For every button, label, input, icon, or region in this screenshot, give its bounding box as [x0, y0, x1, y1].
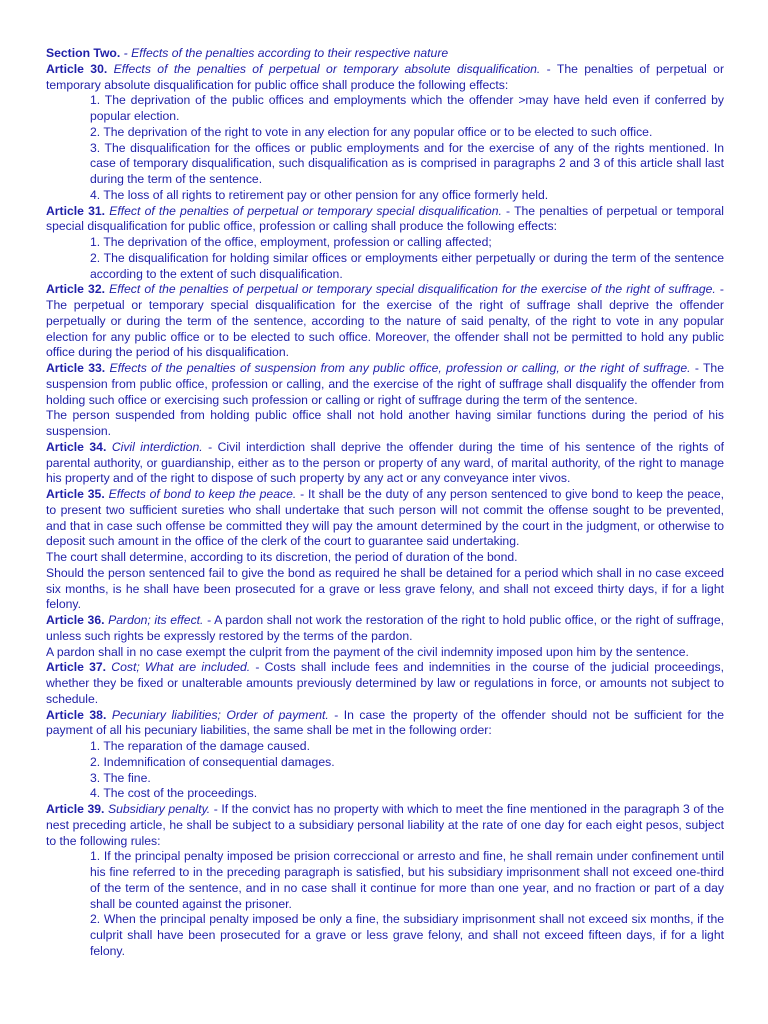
article-paragraph — [46, 440, 724, 487]
article-body: - A pardon shall not work the restoration of the right to hold public office, or the right of suffrage, unless such rights be expressly restored by the terms of the pardon. — [46, 613, 724, 643]
article-body: - Costs shall include fees and indemnities in the course of the judicial proceedings, whether they be fixed or unalterable amounts previously determined by law or regulations in force, or amounts not subject to schedule. — [46, 660, 725, 706]
article-body: - Civil interdiction shall deprive the offender during the time of his sentence of the rights of parental authority, or guardianship, either as to the person or property of any ward, of marital authority, of the right to manage his property and of the right to dispose of such property by any act or any conveyance inter vivos. — [46, 439, 725, 486]
document-page — [46, 46, 724, 960]
article-number: Article 39. — [46, 802, 105, 816]
list-item: 2. The disqualification for holding similar offices or employments either perpetually or during the term of the sentence according to the extent of such disqualification. — [90, 250, 724, 281]
list-item: 4. The loss of all rights to retirement pay or other pension for any office formerly held. — [90, 187, 549, 202]
article-paragraph — [46, 361, 724, 408]
article-number: Article 37. — [46, 660, 107, 675]
article-number: Article 31. — [46, 203, 106, 218]
list-item: 1. If the principal penalty imposed be prision correccional or arresto and fine, he shall remain under confinement until his fine referred to in the preceding paragraph is satisfied, but his subsidiary imprisonment shall not exceed one-third of the term of the sentence, and in no case shall it continue for more than one year, and no fraction or part of a day shall be counted against the prisoner. — [90, 849, 724, 911]
article-paragraph — [46, 487, 724, 550]
article-body: - If the convict has no property with which to meet the fine mentioned in the paragraph 3 of the nest preceding article, he shall be subject to a subsidiary personal liability at the rate of one day for each eight pesos, subject to the following rules: — [46, 802, 725, 848]
section-title: - Effects of the penalties according to their respective nature — [123, 46, 449, 60]
article-paragraph — [46, 204, 724, 236]
article-paragraph — [46, 708, 724, 740]
article-title: Civil interdiction. — [111, 439, 203, 454]
article-number: Article 35. — [46, 487, 105, 501]
section-label: Section Two. — [46, 46, 121, 60]
article-body: - The penalties of perpetual or temporary absolute disqualification for public office shall produce the following effects: — [46, 61, 725, 92]
list-item: 3. The disqualification for the offices or public employments and for the exercise of any of the rights mentioned. In case of temporary disqualification, such disqualification as is comprised in paragraphs 2 and 3 of this article shall last during the term of the sentence. — [90, 140, 724, 186]
article-number: Article 36. — [46, 613, 105, 627]
article-title: Effect of the penalties of perpetual or temporary special disqualification. — [109, 203, 502, 218]
list-item: 2. The deprivation of the right to vote in any election for any popular office or to be elected to such office. — [90, 124, 653, 139]
article-paragraph — [46, 802, 724, 849]
article-body: - The suspension from public office, profession or calling, and the exercise of the right of suffrage shall disqualify the offender from holding such office or exercising such profession or calling or right of suffrage during the term of the sentence. — [46, 361, 724, 407]
article-paragraph — [46, 613, 724, 645]
article-body: - The perpetual or temporary special disqualification for the exercise of the right of suffrage shall deprive the offender perpetually or during the term of the sentence, according to the nature of said penalty, of the right to vote in any popular election for any public office or to be elected to such office. Moreover, the offender shall not be permitted to hold any public office during the period of his disqualification. — [46, 282, 724, 360]
article-title: Pardon; its effect. — [108, 613, 204, 627]
list-item: 2. Indemnification of consequential damages. — [90, 754, 335, 769]
list-item: 3. The fine. — [90, 770, 151, 785]
article-number: Article 38. — [46, 707, 107, 722]
paragraph: Should the person sentenced fail to give the bond as required he shall be detained for a period which shall in no case exceed six months, is he shall have been prosecuted for a grave or less grave felony, and shall not exceed thirty days, if for a light felony. — [46, 565, 724, 612]
article-number: Article 30. — [46, 61, 108, 76]
article-number: Article 32. — [46, 282, 105, 297]
article-title: Effects of the penalties of perpetual or temporary absolute disqualification. — [113, 61, 541, 76]
list-item: 2. When the principal penalty imposed be only a fine, the subsidiary imprisonment shall not exceed six months, if the culprit shall have been prosecuted for a grave or less grave felony, and shall not exceed fifteen days, if for a light felony. — [90, 912, 724, 958]
section-heading — [46, 46, 724, 62]
article-body: - It shall be the duty of any person sentenced to give bond to keep the peace, to present two sufficient sureties who shall undertake that such person will not commit the offense sought to be prevented, and that in case such offense be committed they will pay the amount determined by the court in the judgment, or otherwise to deposit such amount in the office of the clerk of the court to guarantee said undertaking. — [46, 487, 724, 549]
article-paragraph — [46, 62, 724, 94]
paragraph: The court shall determine, according to its discretion, the period of duration of the bond. — [46, 550, 518, 564]
article-number: Article 34. — [46, 439, 107, 454]
article-title: Pecuniary liabilities; Order of payment. — [111, 707, 329, 722]
list-item: 4. The cost of the proceedings. — [90, 786, 258, 801]
article-title: Effects of bond to keep the peace. — [108, 487, 297, 501]
article-list — [46, 62, 724, 960]
article-title: Effects of the penalties of suspension from any public office, profession or calling, or the right of suffrage. — [109, 361, 691, 375]
article-title: Cost; What are included. — [111, 660, 251, 675]
list-item: 1. The deprivation of the office, employment, profession or calling affected; — [90, 235, 492, 249]
paragraph: The person suspended from holding public office shall not hold another having similar functions during the period of his suspension. — [46, 408, 724, 438]
article-title: Effect of the penalties of perpetual or temporary special disqualification for the exercise of the right of suffrage. — [109, 282, 716, 297]
article-title: Subsidiary penalty. — [107, 802, 211, 816]
list-item: 1. The deprivation of the public offices and employments which the offender >may have held even if conferred by popular election. — [90, 93, 724, 123]
article-number: Article 33. — [46, 361, 106, 375]
article-body: - In case the property of the offender should not be sufficient for the payment of all his pecuniary liabilities, the same shall be met in the following order: — [46, 707, 724, 738]
paragraph: A pardon shall in no case exempt the culprit from the payment of the civil indemnity imposed upon him by the sentence. — [46, 644, 689, 659]
article-body: - The penalties of perpetual or temporal special disqualification for public office, profession or calling shall produce the following effects: — [46, 203, 724, 234]
article-paragraph — [46, 282, 724, 361]
list-item: 1. The reparation of the damage caused. — [90, 739, 310, 753]
article-paragraph — [46, 660, 724, 707]
